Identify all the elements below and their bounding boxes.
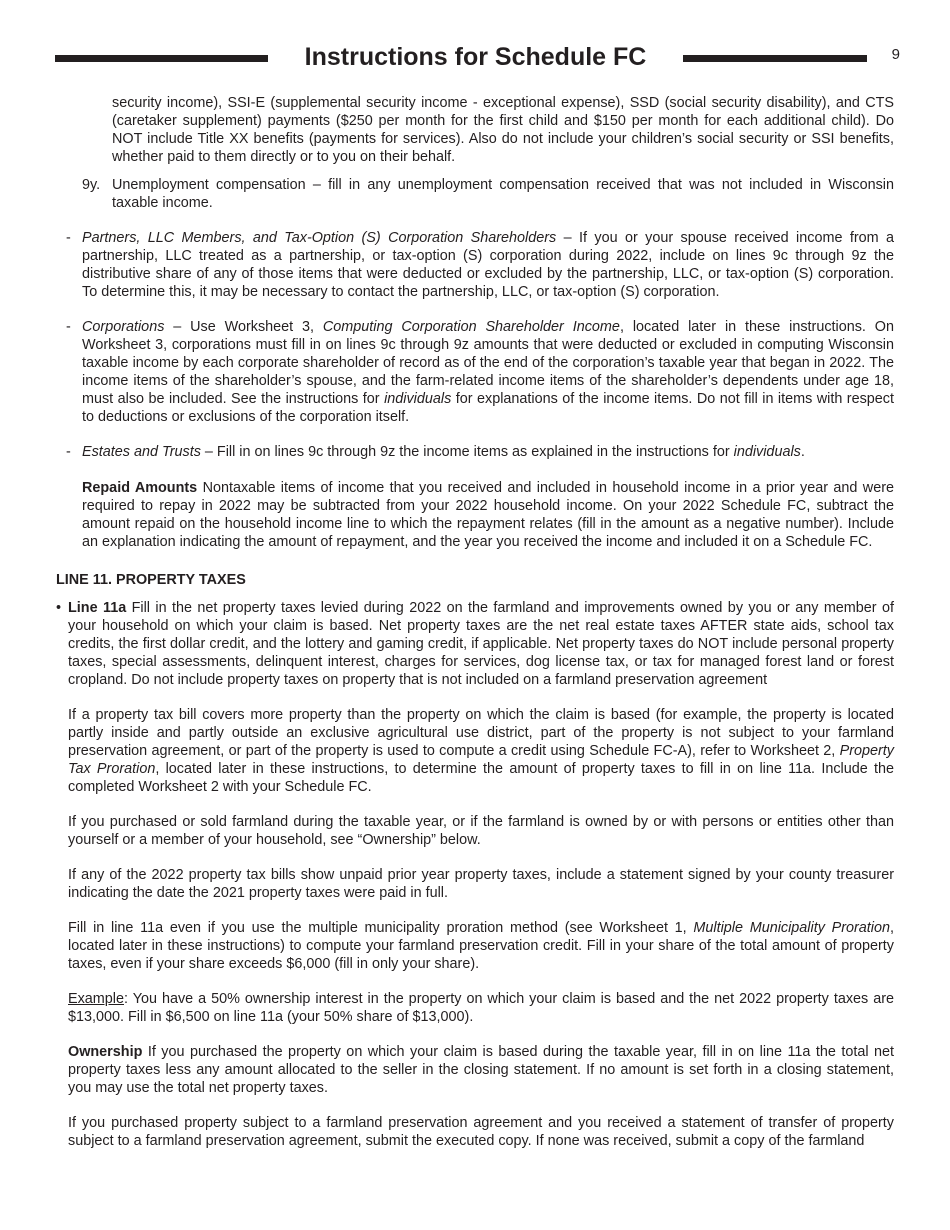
estates-text: – Fill in on lines 9c through 9z the income items as explained in the instructions for: [200, 444, 734, 460]
partners-item: [0, 229, 950, 301]
item-9y-label: 9y.: [82, 177, 101, 193]
estates-paragraph: [82, 443, 894, 461]
corporations-individuals: individuals: [384, 391, 452, 407]
estates-bullet: -: [66, 444, 71, 460]
repaid-heading: Repaid Amounts: [82, 480, 198, 496]
ssi-paragraph: security income), SSI-E (supplemental security income - exceptional expense), SSD (social security disability), and CTS (caretaker supplement) payments ($250 per month for the first child and $150 per month for each additional child). Do NOT include Title XX benefits (payments for services). Also do not include your children’s social security or SSI benefits, whether paid to them directly or to you on their behalf.: [112, 95, 894, 165]
partners-paragraph: [82, 229, 894, 301]
multi-text-2: , located later in these instructions) to compute your farmland preservation credit. Fill in your share of the total amount of property taxes, even if your share exceeds $6,000 (fill in only your share).: [68, 920, 895, 972]
proration-paragraph: [68, 706, 894, 796]
estates-individuals: individuals: [733, 444, 801, 460]
corporations-worksheet-name: Computing Corporation Shareholder Income: [322, 319, 620, 335]
proration-text-2: , located later in these instructions, to determine the amount of property taxes to fill in on line 11a. Include the completed Worksheet 2 with your Schedule FC.: [68, 761, 894, 795]
ownership-heading: Ownership: [68, 1044, 143, 1060]
proration-text-1: If a property tax bill covers more property than the property on which the claim is based (for example, the property is located partly inside and partly outside an exclusive agricultural use district, part of the property is not subject to your farmland preservation agreement, or part of the property is used to compute a credit using Schedule FC-A), refer to Worksheet 2,: [68, 707, 894, 759]
unpaid-paragraph: If any of the 2022 property tax bills show unpaid prior year property taxes, include a statement signed by your county treasurer indicating the date the 2021 property taxes were paid in full.: [68, 867, 894, 901]
partners-heading: Partners, LLC Members, and Tax-Option (S) Corporation Shareholders: [82, 230, 557, 246]
corporations-text-3: for explanations of the income items. Do not fill in items with respect to deductions or exclusions of the corporation itself.: [82, 391, 894, 425]
corporations-paragraph: [82, 318, 894, 426]
example-paragraph: [68, 990, 894, 1026]
item-9y-text: Unemployment compensation – fill in any unemployment compensation received that was not included in Wisconsin taxable income.: [112, 177, 894, 211]
partners-bullet: -: [66, 230, 71, 246]
example-label: Example: [68, 991, 124, 1007]
line-11-heading: LINE 11. PROPERTY TAXES: [56, 572, 246, 588]
multi-text-1: Fill in line 11a even if you use the multiple municipality proration method (see Worksheet 1,: [68, 920, 694, 936]
header-rule-right: [683, 55, 867, 62]
header-rule-left: [55, 55, 268, 62]
page-title: Instructions for Schedule FC: [304, 43, 647, 71]
estates-end: .: [800, 444, 805, 460]
line-11a-item: [0, 599, 950, 689]
ownership-text: If you purchased the property on which your claim is based during the taxable year, fill in on line 11a the total net property taxes less any amount allocated to the seller in the closing statement. If no amount is set forth in a closing statement, you may use the total net property taxes.: [68, 1044, 894, 1096]
transfer-paragraph: If you purchased property subject to a farmland preservation agreement and you received a statement of transfer of property subject to a farmland preservation agreement, submit the executed copy. If none was received, submit a copy of the farmland: [68, 1115, 894, 1149]
corporations-item: [0, 318, 950, 426]
multi-worksheet-name: Multiple Municipality Proration: [693, 920, 891, 936]
estates-item: [0, 443, 950, 461]
item-9y: [0, 176, 950, 212]
ownership-paragraph: [68, 1043, 894, 1097]
corporations-heading: Corporations: [82, 319, 165, 335]
line-11a-bullet: •: [56, 600, 62, 616]
page-header: [0, 40, 950, 76]
corporations-bullet: -: [66, 319, 71, 335]
repaid-text: Nontaxable items of income that you received and included in household income in a prior year and were required to repay in 2022 may be subtracted from your 2022 household income. On your 2022 Schedule FC, subtract the amount repaid on the household income line to which the repayment relates (fill in the amount as a negative number). Include an explanation indicating the amount of repayment, and the year you received the income and included it on a Schedule FC.: [82, 480, 894, 550]
corporations-text-1: – Use Worksheet 3,: [164, 319, 323, 335]
page-number: 9: [891, 46, 900, 63]
line-11a-label: Line 11a: [68, 600, 127, 616]
purchased-paragraph: If you purchased or sold farmland during the taxable year, or if the farmland is owned by or with persons or entities other than yourself or a member of your household, see “Ownership” below.: [68, 814, 894, 848]
corporations-text-2: , located later in these instructions. On Worksheet 3, corporations must fill in on lines 9c through 9z amounts that were deducted or excluded in computing Wisconsin taxable income by each corporate shareholder of record as of the end of the corporation’s taxable year that began in 2022. The income items of the shareholder’s spouse, and the farm-related income items of the shareholder’s dependents under age 18, must also be included. See the instructions for: [82, 319, 894, 407]
multi-municipality-paragraph: [68, 919, 894, 973]
example-text: : You have a 50% ownership interest in the property on which your claim is based and the net 2022 property taxes are $13,000. Fill in $6,500 on line 11a (your 50% share of $13,000).: [68, 991, 894, 1025]
line-11a-text: Fill in the net property taxes levied during 2022 on the farmland and improvements owned by you or any member of your household on which your claim is based. Net property taxes are the net real estate taxes AFTER state aids, school tax credits, the first dollar credit, and the lottery and gaming credit, if applicable. Net property taxes do NOT include personal property taxes, special assessments, delinquent interest, charges for services, dog license tax, or tax for managed forest land or forest cropland. Do not include property taxes on property that is not included on a farmland preservation agreement: [68, 600, 894, 688]
repaid-paragraph: [82, 479, 894, 551]
proration-worksheet-name: Property Tax Proration: [68, 743, 894, 777]
estates-heading: Estates and Trusts: [82, 444, 201, 460]
page-body: [0, 94, 950, 1150]
line-11a-paragraph: [68, 599, 894, 689]
partners-text: – If you or your spouse received income from a partnership, LLC treated as a partnership, or tax-option (S) corporation during 2022, include on lines 9c through 9z the distributive share of any of those items that were deducted or excluded by the partnership, LLC, or tax-option (S) corporation. To determine this, it may be necessary to contact the partnership, LLC, or tax-option (S) corporation.: [82, 230, 894, 300]
